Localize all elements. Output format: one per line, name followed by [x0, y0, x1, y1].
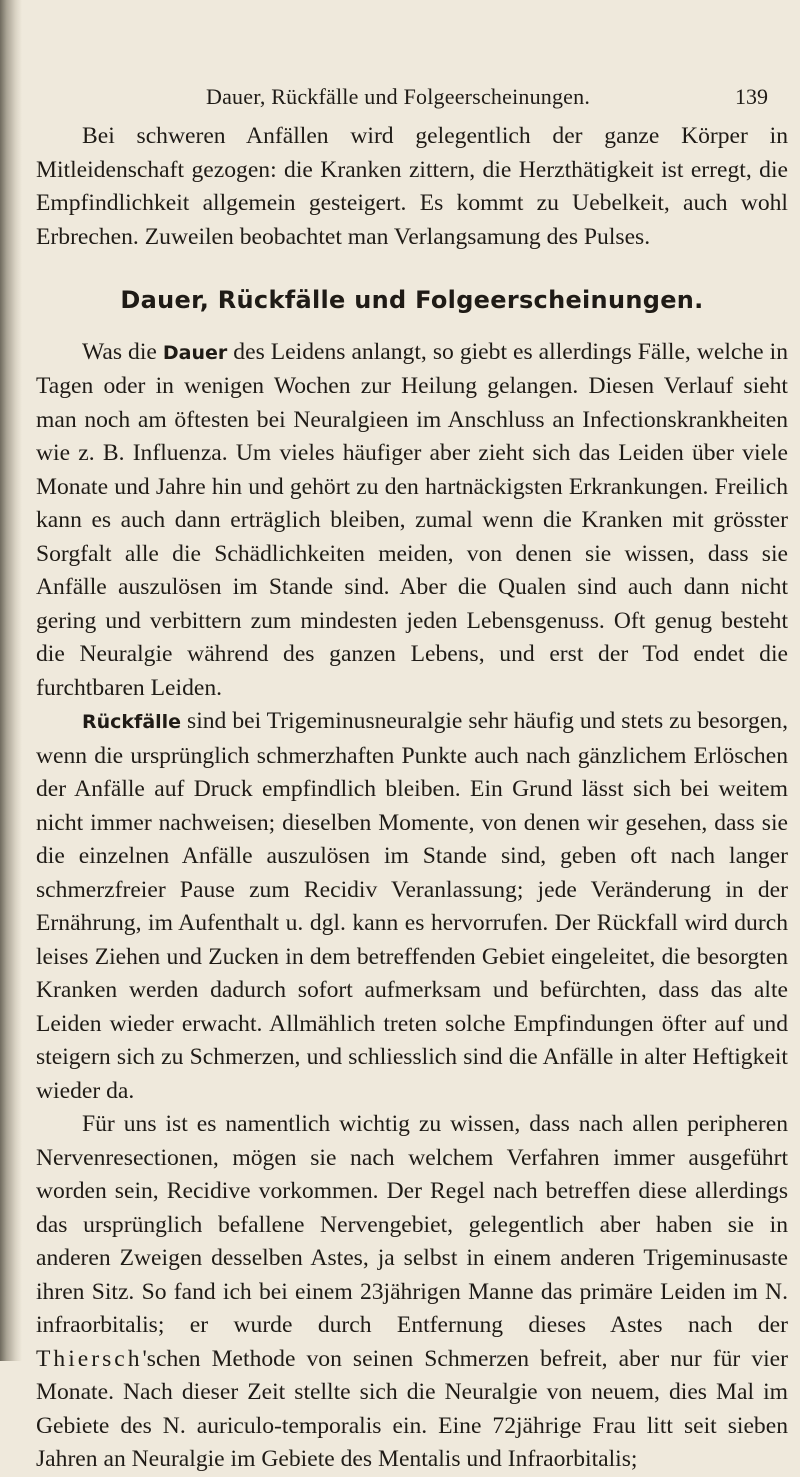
paragraph-dauer — [36, 336, 788, 706]
section-heading: Dauer, Rückfälle und Folgeerscheinungen. — [120, 286, 704, 314]
emphasized-term-rueckfaelle: Rückfälle — [82, 711, 182, 733]
page-binding-edge — [0, 0, 22, 1361]
page-number: 139 — [735, 84, 768, 109]
paragraph-body-text: sind bei Trigeminusneuralgie sehr häufig und stets zu besorgen, wenn die ursprünglich schmerzhaften Punkte auch nach gänzlichem Erlöschen der Anfälle auf Druck empfindlich bleiben. Ein Grund lässt sich bei weitem nicht immer nachweisen; dieselben Momente, von denen wir gesehen, dass sie die einzelnen Anfälle auszulösen im Stande sind, geben oft nach langer schmerzfreier Pause zum Recidiv Veranlassung; jede Veränderung in der Ernährung, im Aufenthalt u. dgl. kann es hervorrufen. Der Rückfall wird durch leises Ziehen und Zucken in dem betreffenden Gebiet eingeleitet, die besorgten Kranken werden dadurch sofort aufmerksam und befürchten, dass das alte Leiden wieder erwacht. Allmählich treten solche Empfindungen öfter auf und steigern sich zu Schmerzen, und schliesslich sind die Anfälle in alter Heftigkeit wieder da. — [36, 708, 788, 1104]
page-header — [86, 82, 776, 122]
paragraph-rueckfaelle — [36, 705, 788, 1108]
page-body — [36, 120, 788, 1477]
paragraph-recidive — [36, 1108, 788, 1477]
paragraph-lead-text: Für uns ist es namentlich wichtig zu wissen, dass nach allen peripheren Nervenresectionen, mögen sie nach welchem Verfahren immer ausgeführt worden sein, Recidive vorkommen. Der Regel nach betreffen diese allerdings das ursprünglich befallene Nervengebiet, gelegentlich aber haben sie in anderen Zweigen desselben Astes, ja selbst in einem anderen Trigeminusaste ihren Sitz. So fand ich bei einem 23jährigen Manne das primäre Leiden im N. infraorbitalis; er wurde durch Entfernung dieses Astes nach der — [36, 1111, 788, 1338]
intro-paragraph: Bei schweren Anfällen wird gelegentlich der ganze Körper in Mitleidenschaft gezogen: die Kranken zittern, die Herzthätigkeit ist erregt, die Empfindlichkeit allgemein gesteigert. Es kommt zu Uebelkeit, auch wohl Erbrechen. Zuweilen beobachtet man Verlangsamung des Pulses. — [36, 123, 788, 250]
paragraph-body-text: 'schen Methode von seinen Schmerzen befreit, aber nur für vier Monate. Nach dieser Zeit stellte sich die Neuralgie von neuem, dies Mal im Gebiete des N. auriculo-temporalis ein. Eine 72jährige Frau litt seit sieben Jahren an Neuralgie im Gebiete des Mentalis und Infraorbitalis; — [36, 1345, 788, 1472]
paragraph-body-text: des Leidens anlangt, so giebt es allerdings Fälle, welche in Tagen oder in wenigen Wochen zur Heilung gelangen. Diesen Verlauf sieht man noch am öftesten bei Neuralgieen im Anschluss an Infectionskrankheiten wie z. B. Influenza. Um vieles häufiger aber zieht sich das Leiden über viele Monate und Jahre hin und gehört zu den hartnäckigsten Erkrankungen. Freilich kann es auch dann erträglich bleiben, zumal wenn die Kranken mit grösster Sorgfalt alle die Schädlichkeiten meiden, von denen sie wissen, dass sie Anfälle auszulösen im Stande sind. Aber die Qualen sind auch dann nicht gering und verbittern zum mindesten jeden Lebensgenuss. Oft genug besteht die Neuralgie während des ganzen Lebens, und erst der Tod endet die furchtbaren Leiden. — [36, 338, 788, 701]
emphasized-term-dauer: Dauer — [162, 341, 228, 364]
paragraph-lead-text: Was die — [82, 338, 163, 365]
running-head: Dauer, Rückfälle und Folgeerscheinungen. — [206, 84, 591, 109]
spaced-name-thiersch: Thiersch — [36, 1345, 143, 1372]
